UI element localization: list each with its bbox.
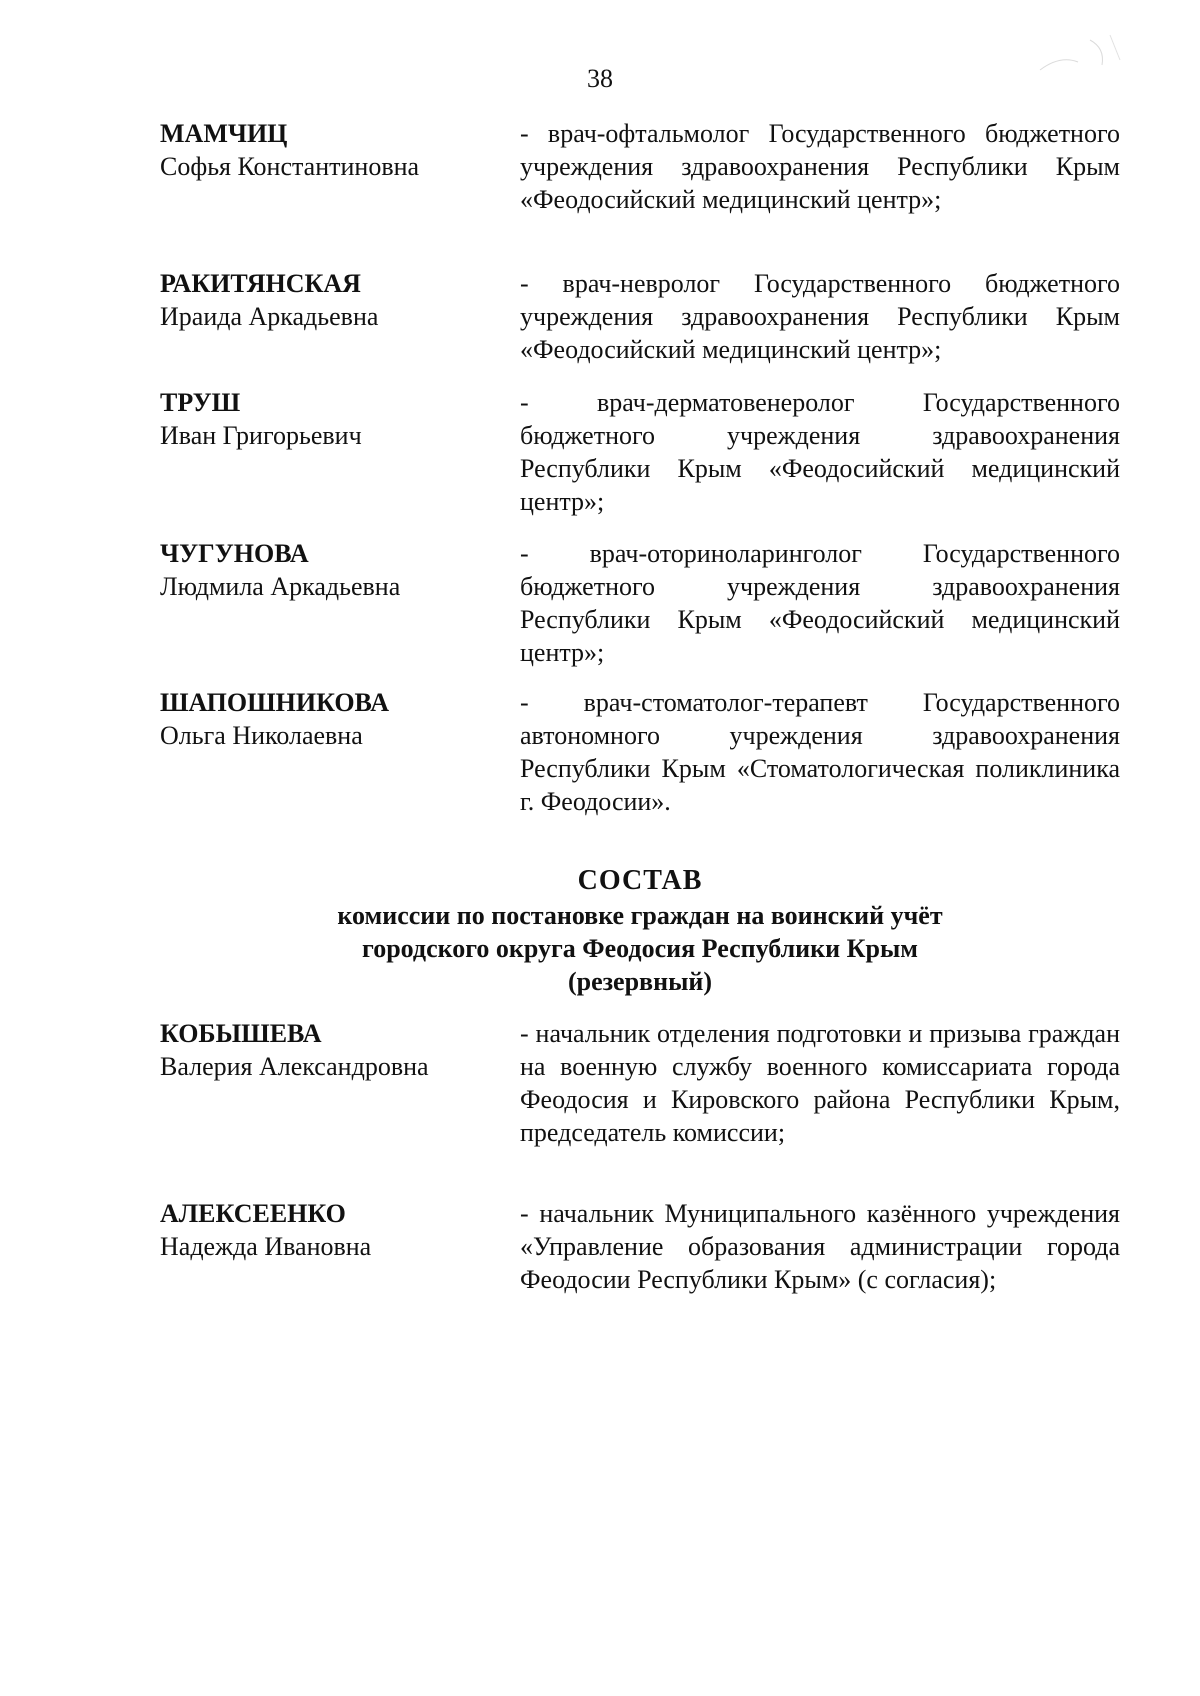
member-role: - начальник Муниципального казённого учреждения «Управление образования администрации города Феодосии Республики Крым» (с согласия); (520, 1199, 1120, 1294)
member-role: - врач-офтальмолог Государственного бюджетного учреждения здравоохранения Республики Крым «Феодосийский медицинский центр»; (520, 119, 1120, 214)
member-surname: АЛЕКСЕЕНКО (160, 1199, 346, 1228)
section-subtitle-line: (резервный) (567, 967, 713, 996)
member-surname: ТРУШ (160, 388, 241, 417)
member-name (160, 267, 500, 333)
member-surname: ЧУГУНОВА (160, 539, 309, 568)
member-surname: МАМЧИЦ (160, 119, 288, 148)
member-given-name: Надежда Ивановна (160, 1232, 372, 1261)
member-name (160, 537, 500, 603)
member-role: - врач-дерматовенеролог Государственного бюджетного учреждения здравоохранения Республики Крым «Феодосийский медицинский центр»; (520, 388, 1120, 516)
member-role: - врач-невролог Государственного бюджетного учреждения здравоохранения Республики Крым «Феодосийский медицинский центр»; (520, 269, 1120, 364)
member-name (160, 686, 500, 752)
member-surname: ШАПОШНИКОВА (160, 688, 390, 717)
member-given-name: Валерия Александровна (160, 1052, 429, 1081)
page-number: 38 (587, 64, 613, 93)
member-role: - начальник отделения подготовки и призыва граждан на военную службу военного комиссариата города Феодосия и Кировского района Республики Крым, председатель комиссии; (520, 1019, 1120, 1147)
member-role: - врач-оториноларинголог Государственного бюджетного учреждения здравоохранения Республики Крым «Феодосийский медицинский центр»; (520, 539, 1120, 667)
member-name (160, 117, 500, 183)
member-given-name: Ольга Николаевна (160, 721, 363, 750)
member-given-name: Ираида Аркадьевна (160, 302, 379, 331)
member-given-name: Иван Григорьевич (160, 421, 362, 450)
member-given-name: Софья Константиновна (160, 152, 420, 181)
section-heading (160, 863, 1120, 998)
member-surname: РАКИТЯНСКАЯ (160, 269, 361, 298)
section-subtitle-line: городского округа Феодосия Республики Крым (362, 934, 918, 963)
member-given-name: Людмила Аркадьевна (160, 572, 401, 601)
section-title: СОСТАВ (577, 865, 703, 896)
section-subtitle-line: комиссии по постановке граждан на воинский учёт (337, 901, 943, 930)
member-name (160, 1017, 500, 1083)
member-name (160, 386, 500, 452)
member-surname: КОБЫШЕВА (160, 1019, 322, 1048)
member-role: - врач-стоматолог-терапевт Государственного автономного учреждения здравоохранения Республики Крым «Стоматологическая поликлиника г. Феодосии». (520, 688, 1120, 816)
member-name (160, 1197, 500, 1263)
